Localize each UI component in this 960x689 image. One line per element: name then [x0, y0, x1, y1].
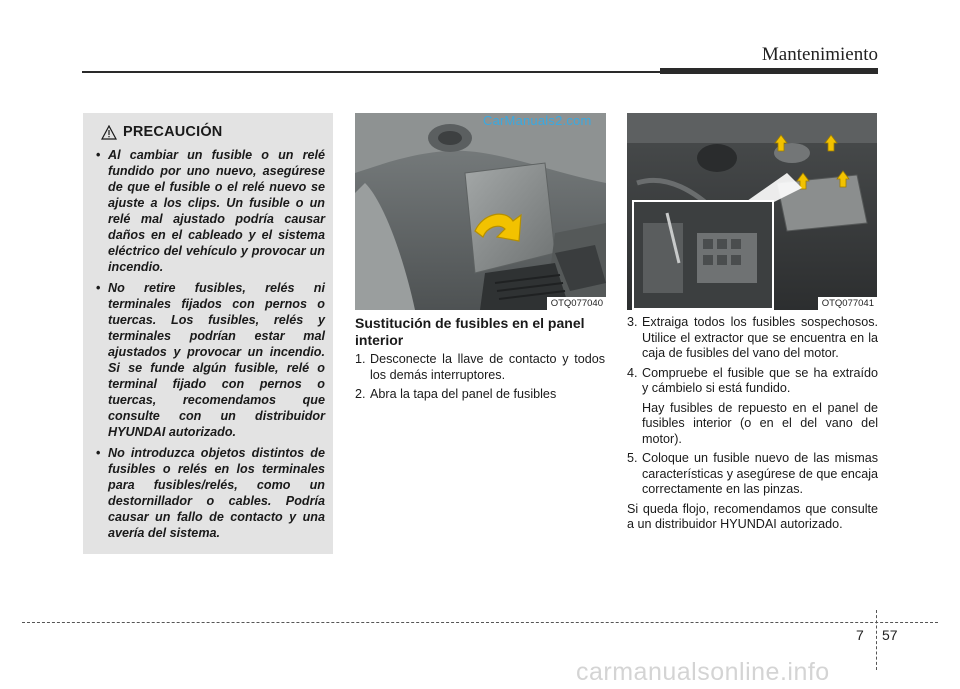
figure-code-label: OTQ077040 — [547, 297, 606, 310]
warning-triangle-icon — [101, 125, 117, 140]
page-number: 57 — [882, 627, 898, 643]
caution-header — [101, 121, 325, 143]
figure-interior-fuse-panel — [355, 113, 606, 310]
site-watermark: carmanualsonline.info — [576, 658, 830, 686]
header-rule — [82, 71, 660, 73]
figure-watermark: CarManuals2.com — [483, 113, 592, 128]
footer-page-divider — [876, 610, 877, 670]
step-note: Hay fusibles de repuesto en el panel de fusibles interior (o en el del vano del motor). — [642, 400, 878, 446]
interior-panel-illustration — [355, 113, 606, 310]
chapter-number: 7 — [856, 627, 864, 643]
figure-engine-fuse-box — [627, 113, 877, 310]
procedure-step: 2. Abra la tapa del panel de fusibles — [355, 387, 557, 401]
footer-divider — [22, 622, 938, 623]
caution-title: PRECAUCIÓN — [123, 124, 223, 140]
caution-item: • No retire fusibles, relés ni terminales fijados con pernos o tuercas. Los fusibles, relés y terminales podrían estar mal ajustados y provocar un incendio. Si se funde algún fusible, relé o terminal fijado con pernos o tuercas, recomendamos que consulte con un distribuidor HYUNDAI autorizado. — [96, 281, 325, 439]
caution-list — [91, 147, 325, 541]
procedure-step: 1. Desconecte la llave de contacto y todos los demás interruptores. — [355, 352, 605, 382]
closing-paragraph: Si queda flojo, recomendamos que consulte a un distribuidor HYUNDAI autorizado. — [627, 501, 878, 531]
engine-bay-illustration — [627, 113, 877, 310]
procedure-step: 3. Extraiga todos los fusibles sospechosos. Utilice el extractor que se encuentra en la caja de fusibles del vano del motor. — [627, 315, 878, 360]
procedure-step: 4. Compruebe el fusible que se ha extraído y cámbielo si está fundido. — [627, 365, 878, 395]
header-title: Mantenimiento — [761, 44, 878, 65]
header-rule-accent — [660, 68, 878, 74]
figure-code-label: OTQ077041 — [818, 297, 877, 310]
procedure-steps-continued — [627, 315, 878, 533]
caution-item: • No introduzca objetos distintos de fusibles o relés en los terminales para fusibles/relés, como un destornillador o cables. Podría causar un fallo de contacto y una avería del sistema. — [96, 446, 325, 540]
caution-panel — [83, 113, 333, 554]
caution-item: • Al cambiar un fusible o un relé fundido por uno nuevo, asegúrese de que el fusible o el relé nuevo se ajuste a los clips. Un fusible o un relé mal ajustado podría causar daños en el cableado y el sistema eléctrico del vehículo y provocar un incendio. — [96, 148, 325, 274]
procedure-steps — [355, 351, 605, 405]
procedure-step: 5. Coloque un fusible nuevo de las mismas características y asegúrese de que encaja correctamente en las pinzas. — [627, 451, 878, 496]
section-heading: Sustitución de fusibles en el panel interior — [355, 315, 585, 348]
